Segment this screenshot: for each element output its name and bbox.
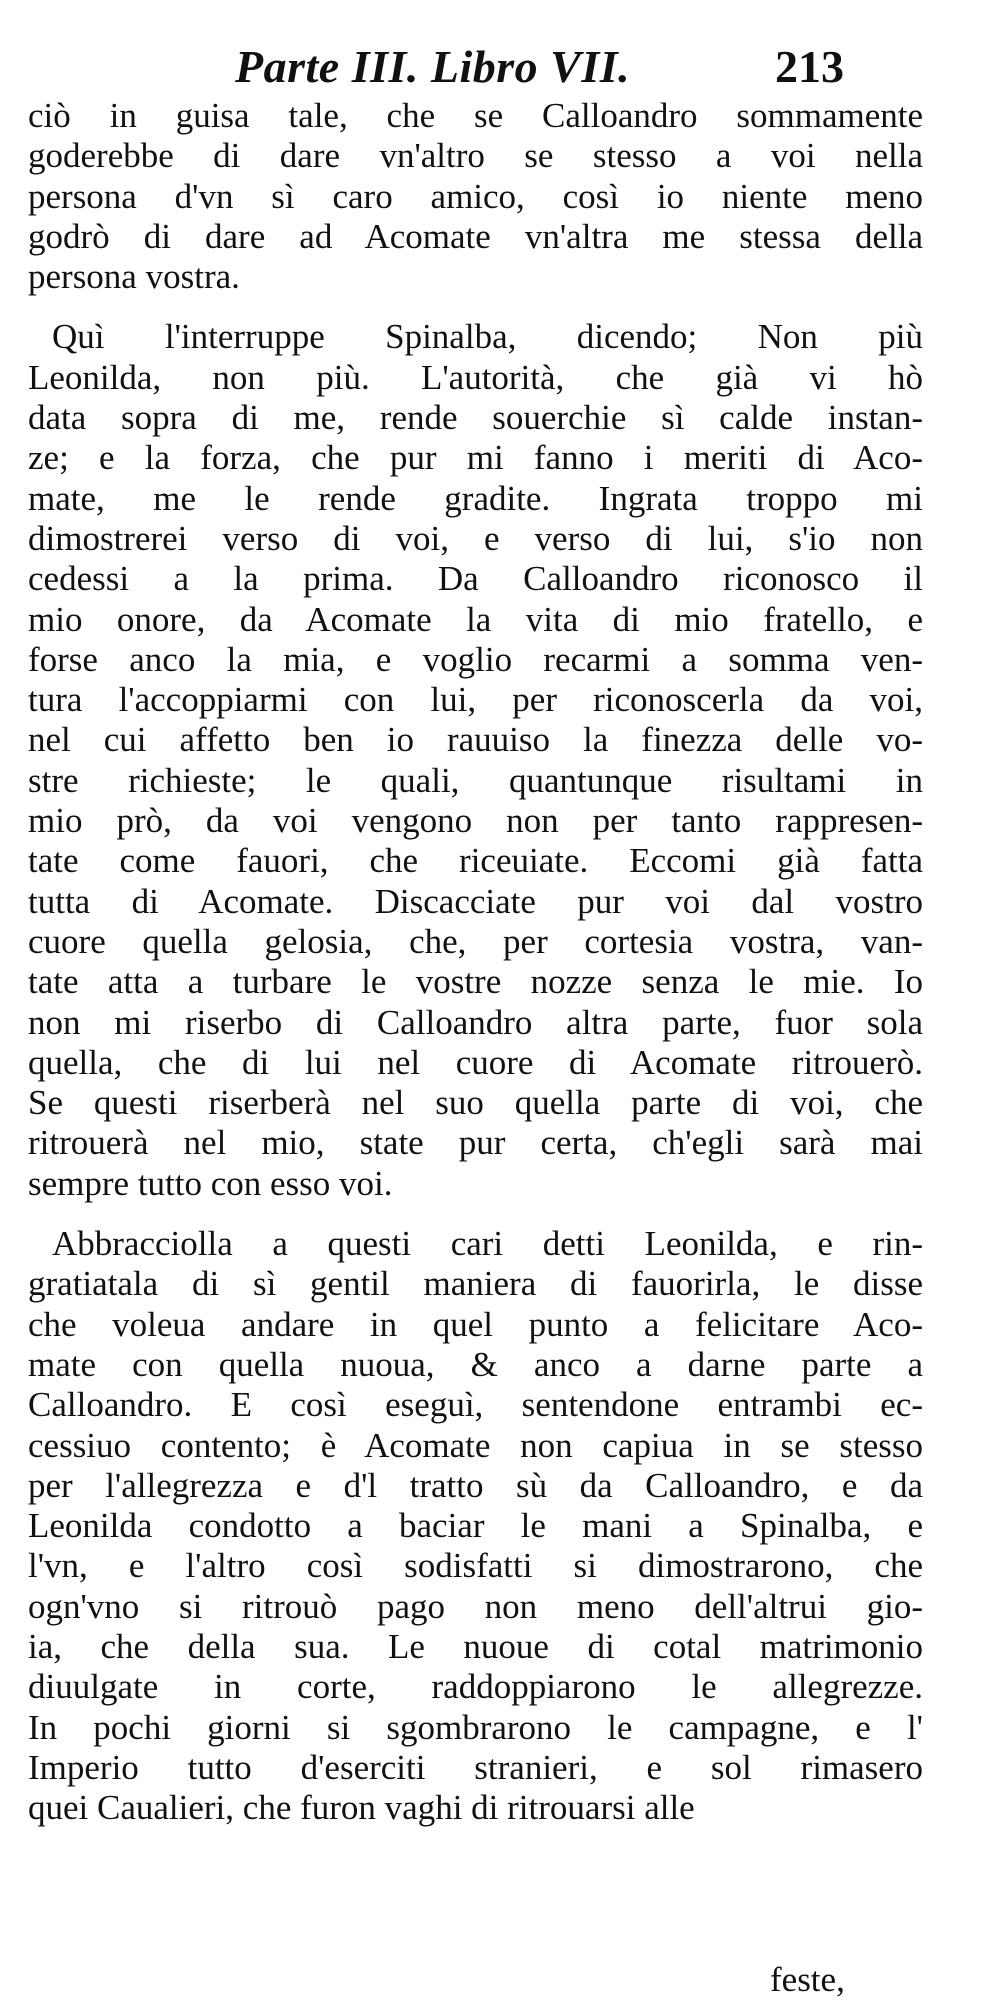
text-line: godrò di dare ad Acomate vn'altra me stessa della [28, 216, 923, 256]
text-line: dimostrerei verso di voi, e verso di lui, s'io non [28, 518, 923, 558]
text-line: cuore quella gelosia, che, per cortesia vostra, van- [28, 921, 923, 961]
paragraph [28, 96, 923, 297]
text-line: non mi riserbo di Calloandro altra parte, fuor sola [28, 1002, 923, 1042]
text-line: l'vn, e l'altro così sodisfatti si dimostrarono, che [28, 1546, 923, 1586]
text-line: tura l'accoppiarmi con lui, per riconoscerla da voi, [28, 680, 923, 720]
text-line: Calloandro. E così eseguì, sentendone entrambi ec- [28, 1385, 923, 1425]
text-line: persona vostra. [28, 257, 240, 297]
text-line: gratiatala di sì gentil maniera di fauorirla, le disse [28, 1264, 923, 1304]
text-line: quella, che di lui nel cuore di Acomate ritrouerò. [28, 1042, 923, 1082]
text-line: quei Caualieri, che furon vaghi di ritrouarsi alle [28, 1788, 695, 1828]
text-line: Quì l'interruppe Spinalba, dicendo; Non più [52, 317, 923, 357]
text-line: cessiuo contento; è Acomate non capiua in se stesso [28, 1425, 923, 1465]
text-line: ciò in guisa tale, che se Calloandro sommamente [28, 96, 923, 135]
paragraph-gap [28, 1204, 923, 1224]
catchword: feste, [770, 1960, 845, 1999]
text-line: mate con quella nuoua, & anco a darne parte a [28, 1344, 923, 1384]
text-line: per l'allegrezza e d'l tratto sù da Calloandro, e da [28, 1465, 923, 1505]
text-line: ritrouerà nel mio, state pur certa, ch'egli sarà mai [28, 1123, 923, 1163]
text-line: mate, me le rende gradite. Ingrata troppo mi [28, 478, 923, 518]
text-line: ze; e la forza, che pur mi fanno i meriti di Aco- [28, 438, 923, 478]
text-line: persona d'vn sì caro amico, così io niente meno [28, 176, 923, 216]
text-line: ogn'vno si ritrouò pago non meno dell'altrui gio- [28, 1586, 923, 1626]
text-line: tate atta a turbare le vostre nozze senza le mie. Io [28, 962, 923, 1002]
text-line: Se questi riserberà nel suo quella parte di voi, che [28, 1083, 923, 1123]
text-line: data sopra di me, rende souerchie sì calde instan- [28, 398, 923, 438]
text-line: Leonilda, non più. L'autorità, che già vi hò [28, 357, 923, 397]
paragraph-gap [28, 297, 923, 317]
text-line: ia, che della sua. Le nuoue di cotal matrimonio [28, 1626, 923, 1666]
body-text [28, 96, 923, 1828]
text-line: Imperio tutto d'eserciti stranieri, e sol rimasero [28, 1747, 923, 1787]
text-line: mio prò, da voi vengono non per tanto rappresen- [28, 801, 923, 841]
text-line: goderebbe di dare vn'altro se stesso a voi nella [28, 136, 923, 176]
running-head: Parte III. Libro VII. [235, 41, 631, 92]
text-line: stre richieste; le quali, quantunque risultami in [28, 760, 923, 800]
text-line: che voleua andare in quel punto a felicitare Aco- [28, 1304, 923, 1344]
text-line: nel cui affetto ben io rauuiso la finezza delle vo- [28, 720, 923, 760]
text-line: Leonilda condotto a baciar le mani a Spinalba, e [28, 1506, 923, 1546]
page-number: 213 [775, 41, 844, 92]
text-line: sempre tutto con esso voi. [28, 1163, 393, 1203]
paragraph [28, 317, 923, 1204]
paragraph [28, 1224, 923, 1828]
text-line: forse anco la mia, e voglio recarmi a somma ven- [28, 639, 923, 679]
text-line: Abbracciolla a questi cari detti Leonilda, e rin- [52, 1224, 923, 1264]
page-header [0, 30, 1000, 90]
text-line: mio onore, da Acomate la vita di mio fratello, e [28, 599, 923, 639]
text-line: tutta di Acomate. Discacciate pur voi dal vostro [28, 881, 923, 921]
text-line: cedessi a la prima. Da Calloandro riconosco il [28, 559, 923, 599]
text-line: diuulgate in corte, raddoppiarono le allegrezze. [28, 1667, 923, 1707]
text-line: tate come fauori, che riceuiate. Eccomi già fatta [28, 841, 923, 881]
text-line: In pochi giorni si sgombrarono le campagne, e l' [28, 1707, 923, 1747]
